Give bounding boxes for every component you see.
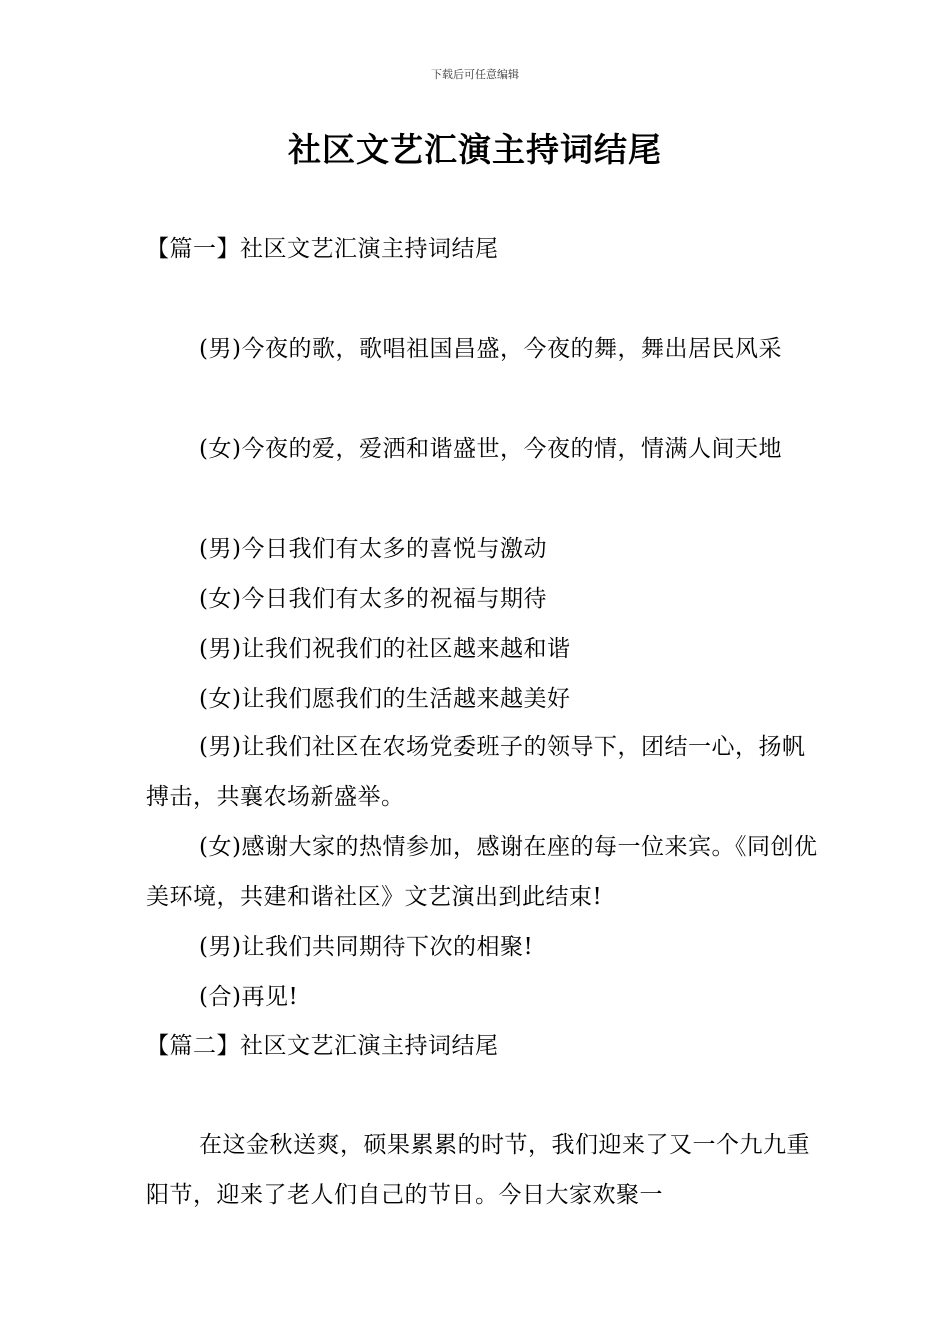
paragraph: (男)让我们社区在农场党委班子的领导下，团结一心，扬帆搏击，共襄农场新盛举。 (146, 734, 806, 810)
paragraph: (女)让我们愿我们的生活越来越美好 (199, 686, 571, 712)
paragraph: (男)让我们祝我们的社区越来越和谐 (199, 636, 571, 662)
paragraph: (男)让我们共同期待下次的相聚! (199, 934, 534, 960)
header-note: 下载后可任意编辑 (431, 68, 519, 81)
paragraph: 在这金秋送爽，硕果累累的时节，我们迎来了又一个九九重阳节，迎来了老人们自己的节日。今日大家欢聚一 (146, 1132, 810, 1208)
paragraph: (女)今夜的爱，爱洒和谐盛世，今夜的情，情满人间天地 (199, 436, 782, 462)
paragraph: (男)今日我们有太多的喜悦与激动 (199, 536, 547, 562)
paragraph: (女)今日我们有太多的祝福与期待 (199, 586, 547, 612)
document-title: 社区文艺汇演主持词结尾 (288, 130, 662, 169)
paragraph: (合)再见! (199, 984, 299, 1010)
section-heading-1: 【篇一】社区文艺汇演主持词结尾 (146, 236, 499, 262)
paragraph: (男)今夜的歌，歌唱祖国昌盛，今夜的舞，舞出居民风采 (199, 336, 782, 362)
section-heading-2: 【篇二】社区文艺汇演主持词结尾 (146, 1033, 499, 1059)
paragraph: (女)感谢大家的热情参加，感谢在座的每一位来宾。《同创优美环境，共建和谐社区》文艺演出到此结束! (146, 834, 818, 910)
